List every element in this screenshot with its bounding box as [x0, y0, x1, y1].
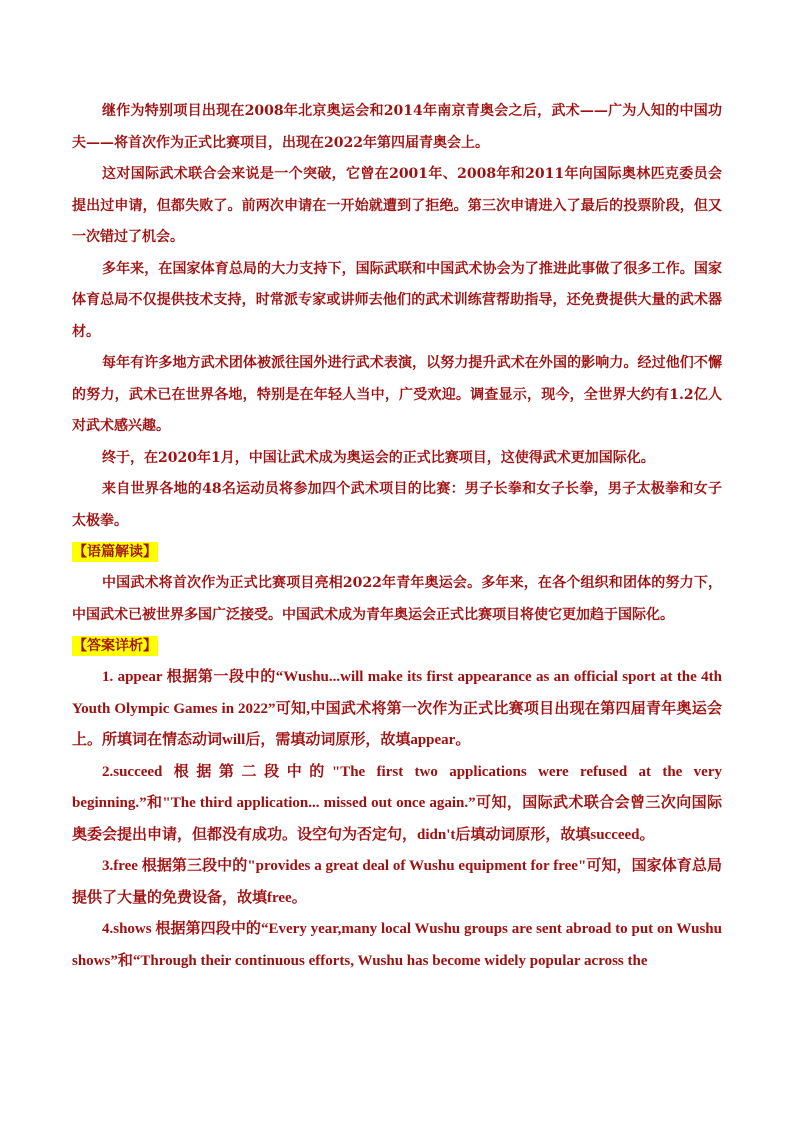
document-content [72, 96, 722, 977]
analysis-item-1: 1. appear 根据第一段中的“Wushu...will make its first appearance as an official sport at the 4th Youth Olympic Games in 2022”可知,中国武术将第一次作为正式比赛项目出现在第四届青年奥运会上。所填词在情态动词will后，需填动词原形，故填appear。 [72, 669, 722, 748]
article-paragraph-6: 来自世界各地的48名运动员将参加四个武术项目的比赛：男子长拳和女子长拳，男子太极拳和女子太极拳。 [72, 481, 722, 529]
analysis-heading: 【答案详析】 [73, 638, 157, 654]
summary-heading: 【语篇解读】 [73, 544, 157, 560]
summary-text: 中国武术将首次作为正式比赛项目亮相2022年青年奥运会。多年来，在各个组织和团体的努力下，中国武术已被世界多国广泛接受。中国武术成为青年奥运会正式比赛项目将使它更加趋于国际化。 [72, 575, 722, 623]
article-paragraph-5: 终于，在2020年1月，中国让武术成为奥运会的正式比赛项目，这使得武术更加国际化。 [102, 449, 655, 466]
analysis-item-3: 3.free 根据第三段中的"provides a great deal of Wushu equipment for free"可知，国家体育总局提供了大量的免费设备，故填free。 [72, 858, 722, 906]
article-paragraph-3: 多年来，在国家体育总局的大力支持下，国际武联和中国武术协会为了推进此事做了很多工作。国家体育总局不仅提供技术支持，时常派专家或讲师去他们的武术训练营帮助指导，还免费提供大量的武术器材。 [72, 260, 722, 340]
article-paragraph-4: 每年有许多地方武术团体被派往国外进行武术表演，以努力提升武术在外国的影响力。经过他们不懈的努力，武术已在世界各地，特别是在年轻人当中，广受欢迎。调查显示，现今，全世界大约有1.2亿人对武术感兴趣。 [72, 355, 722, 434]
article-paragraph-2: 这对国际武术联合会来说是一个突破，它曾在2001年、2008年和2011年向国际奥林匹克委员会提出过申请，但都失败了。前两次申请在一开始就遭到了拒绝。第三次申请进入了最后的投票阶段，但又一次错过了机会。 [72, 166, 722, 245]
analysis-item-2: 2.succeed 根据第二段中的"The first two applications were refused at the very beginning.”和"The third application... missed out once again.”可知，国际武术联合会曾三次向国际奥委会提出申请，但都没有成功。设空句为否定句，didn't后填动词原形，故填succeed。 [72, 763, 722, 843]
analysis-item-4: 4.shows 根据第四段中的“Every year,many local Wushu groups are sent abroad to put on Wushu shows”和“Through their continuous efforts, Wushu has become widely popular across the [72, 921, 722, 969]
article-paragraph-1: 继作为特别项目出现在2008年北京奥运会和2014年南京青奥会之后，武术——广为人知的中国功夫——将首次作为正式比赛项目，出现在2022年第四届青奥会上。 [72, 103, 722, 151]
